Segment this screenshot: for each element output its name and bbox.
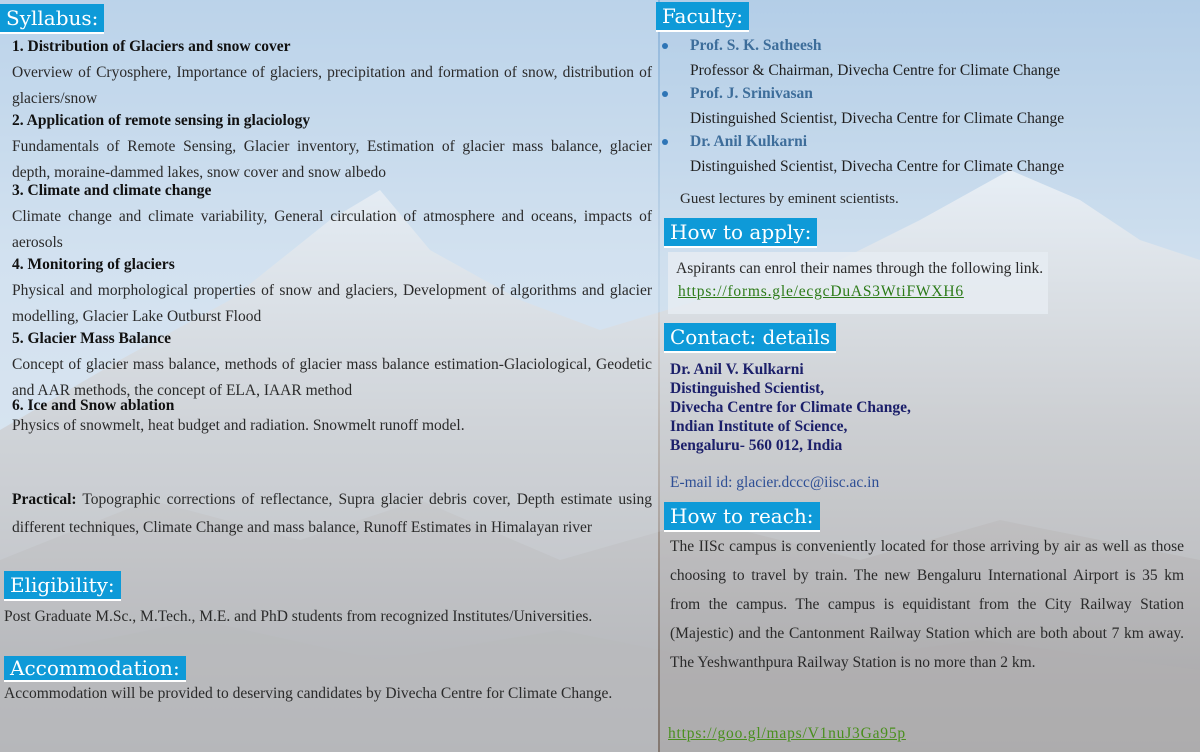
syllabus-item-title: 5. Glacier Mass Balance: [12, 330, 171, 347]
syllabus-item-title: 3. Climate and climate change: [12, 182, 212, 199]
apply-text: Aspirants can enrol their names through the following link.: [676, 260, 1044, 277]
bullet-icon: [662, 91, 668, 97]
syllabus-item-title: 4. Monitoring of glaciers: [12, 256, 175, 273]
syllabus-item: [12, 34, 652, 112]
accommodation-text: Accommodation will be provided to deserving candidates by Divecha Centre for Climate Change.: [4, 685, 613, 702]
faculty-header: Faculty:: [656, 2, 749, 32]
syllabus-item-title: 1. Distribution of Glaciers and snow cover: [12, 38, 291, 55]
practical-text: Topographic corrections of reflectance, Supra glacier debris cover, Depth estimate using different techniques, Climate Change and mass balance, Runoff Estimates in Himalayan river: [12, 491, 652, 536]
contact-email[interactable]: E-mail id: glacier.dccc@iisc.ac.in: [670, 474, 880, 491]
eligibility-header: Eligibility:: [4, 571, 121, 601]
syllabus-item-title: 6. Ice and Snow ablation: [12, 397, 175, 414]
guest-lectures-text: Guest lectures by eminent scientists.: [680, 191, 899, 207]
syllabus-item-body: Climate change and climate variability, General circulation of atmosphere and oceans, impacts of aerosols: [12, 208, 652, 251]
how-to-reach-text: The IISc campus is conveniently located for those arriving by air as well as those choosing to travel by train. The new Bengaluru International Airport is 35 km from the campus. The campus is equidistant from the City Railway Station (Majestic) and the Cantonment Railway Station which are both about 7 km away. The Yeshwanthpura Railway Station is no more than 2 km.: [670, 538, 1184, 671]
syllabus-item-title: 2. Application of remote sensing in glaciology: [12, 112, 311, 129]
syllabus-item: [12, 178, 652, 256]
syllabus-item: [12, 252, 652, 330]
faculty-name: Prof. S. K. Satheesh: [690, 37, 822, 54]
syllabus-item-body: Fundamentals of Remote Sensing, Glacier inventory, Estimation of glacier mass balance, glacier depth, moraine-dammed lakes, snow cover and snow albedo: [12, 138, 652, 181]
contact-address: [670, 360, 911, 455]
maps-link[interactable]: https://goo.gl/maps/V1nuJ3Ga95p: [668, 725, 906, 742]
syllabus-list: [12, 34, 652, 436]
faculty-role: Professor & Chairman, Divecha Centre for Climate Change: [690, 62, 1061, 79]
contact-line: Bengaluru- 560 012, India: [670, 437, 843, 454]
contact-details-header: Contact: details: [664, 323, 836, 353]
contact-line: Dr. Anil V. Kulkarni: [670, 361, 804, 378]
syllabus-item-body: Physics of snowmelt, heat budget and radiation. Snowmelt runoff model.: [12, 417, 465, 434]
faculty-role: Distinguished Scientist, Divecha Centre for Climate Change: [690, 158, 1065, 175]
syllabus-item-body: Overview of Cryosphere, Importance of glaciers, precipitation and formation of snow, distribution of glaciers/snow: [12, 64, 652, 107]
syllabus-item: [12, 326, 652, 404]
syllabus-item-body: Concept of glacier mass balance, methods of glacier mass balance estimation-Glaciological, Geodetic and AAR methods, the concept of ELA, IAAR method: [12, 356, 652, 399]
faculty-name: Prof. J. Srinivasan: [690, 85, 813, 102]
practical-section: [12, 486, 652, 542]
eligibility-text: Post Graduate M.Sc., M.Tech., M.E. and PhD students from recognized Institutes/Universities.: [4, 608, 593, 625]
practical-label: Practical:: [12, 491, 77, 508]
contact-line: Distinguished Scientist,: [670, 380, 825, 397]
how-to-reach-header: How to reach:: [664, 502, 820, 532]
contact-line: Divecha Centre for Climate Change,: [670, 399, 911, 416]
bullet-icon: [662, 139, 668, 145]
syllabus-item-body: Physical and morphological properties of snow and glaciers, Development of algorithms and glacier modelling, Glacier Lake Outburst Flood: [12, 282, 652, 325]
contact-line: Indian Institute of Science,: [670, 418, 848, 435]
faculty-role: Distinguished Scientist, Divecha Centre for Climate Change: [690, 110, 1065, 127]
apply-form-link[interactable]: https://forms.gle/ecgcDuAS3WtiFWXH6: [678, 283, 964, 300]
how-to-apply-header: How to apply:: [664, 218, 817, 248]
accommodation-header: Accommodation:: [4, 656, 186, 682]
faculty-name: Dr. Anil Kulkarni: [690, 133, 808, 150]
syllabus-header: Syllabus:: [0, 4, 104, 34]
bullet-icon: [662, 43, 668, 49]
syllabus-item: [12, 108, 652, 186]
